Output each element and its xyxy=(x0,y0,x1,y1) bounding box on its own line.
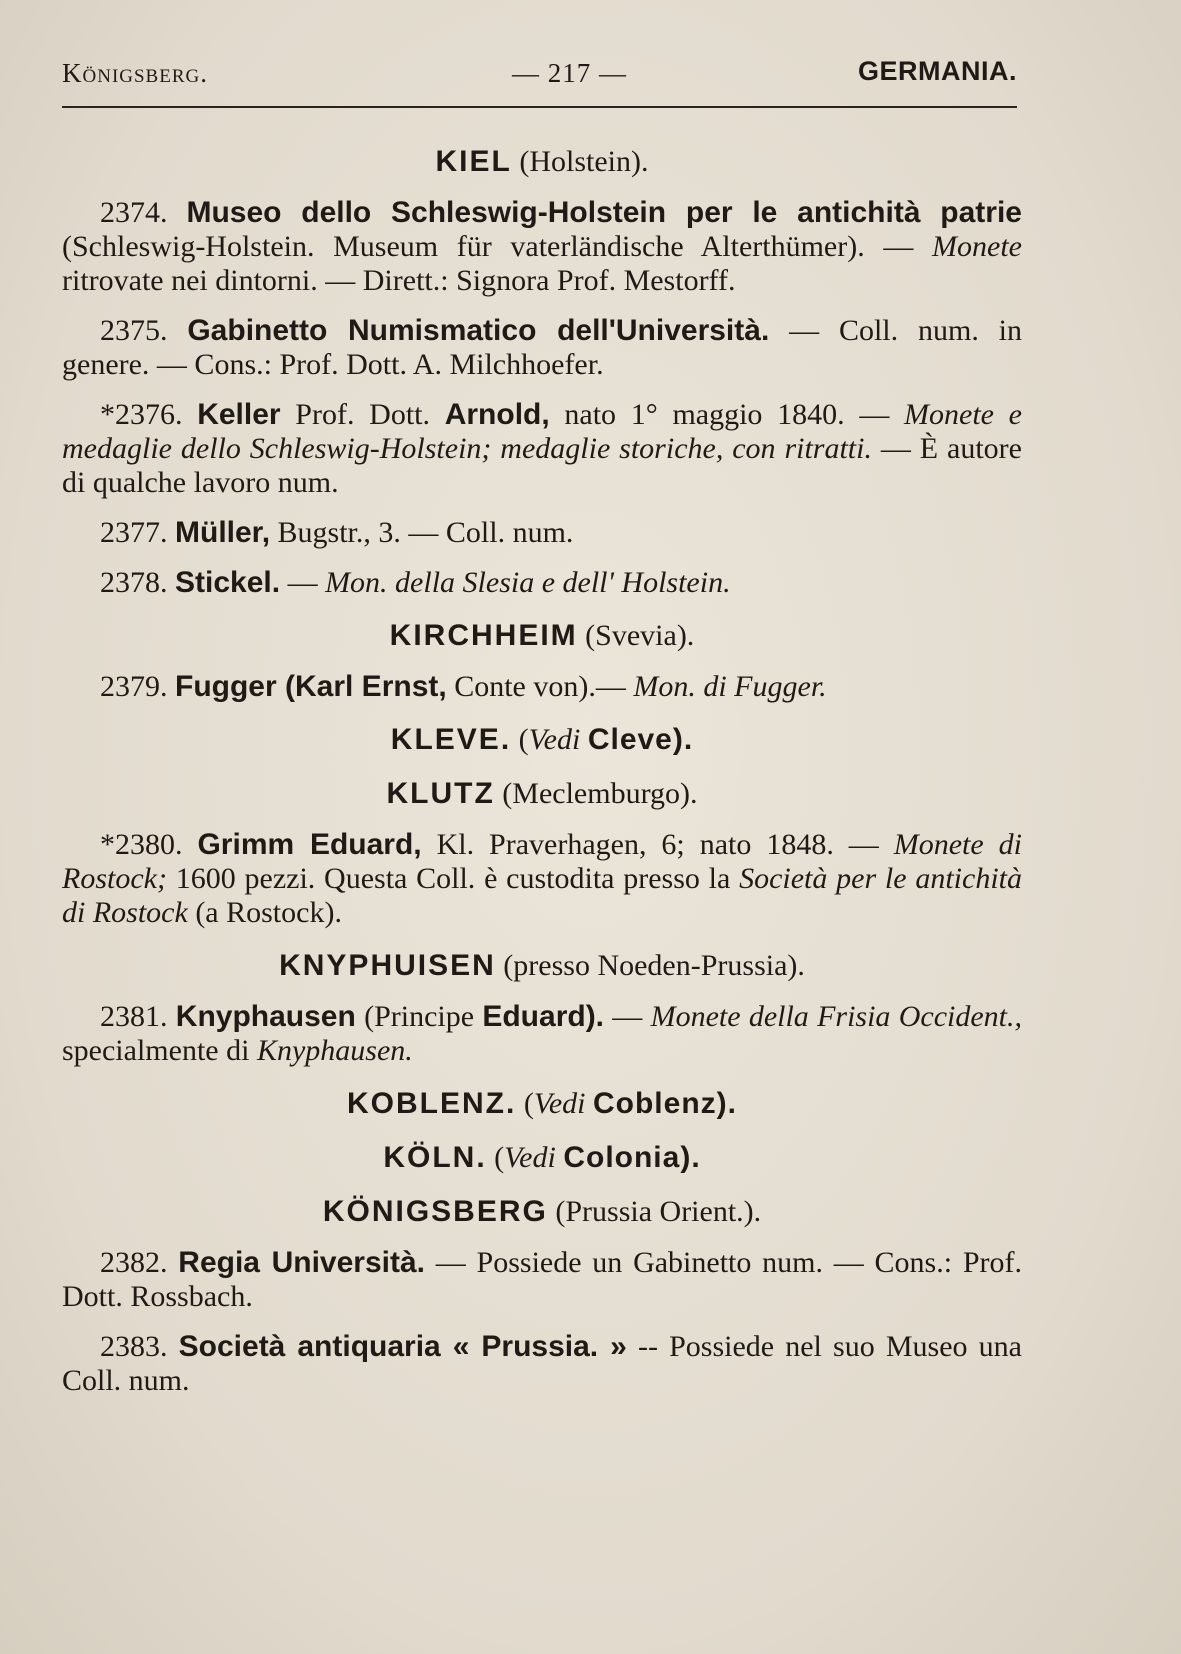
entry-2380 xyxy=(62,828,1022,930)
entry-text: ritrovate nei dintorni. — Dirett.: Signora Prof. Mestorff. xyxy=(62,264,736,297)
entry-text: — xyxy=(280,566,326,599)
entry-2382 xyxy=(62,1246,1022,1314)
entry-number: 2377. xyxy=(100,516,168,549)
place-region: (Holstein). xyxy=(519,145,649,178)
entry-text: 1600 pezzi. Questa Coll. è custodita presso la xyxy=(166,862,740,895)
header-left: Königsberg. xyxy=(62,58,208,88)
entry-number: *2376. xyxy=(100,398,183,431)
entry-name: Keller xyxy=(197,398,281,431)
entry-text: Bugstr., 3. — Coll. num. xyxy=(270,516,574,549)
section-heading-klutz xyxy=(62,774,1022,814)
entry-italic: Knyphausen. xyxy=(256,1034,413,1067)
entry-text: (Principe xyxy=(355,1000,483,1033)
entry-2374 xyxy=(62,196,1022,298)
section-heading-koln: KÖLN. (Vedi Colonia). xyxy=(383,1141,701,1174)
entry-2377 xyxy=(62,516,1022,550)
cross-reference: Coblenz). xyxy=(592,1087,737,1120)
entry-number: 2382. xyxy=(100,1246,168,1279)
entry-name: Fugger (Karl Ernst, xyxy=(175,670,447,703)
entry-2375 xyxy=(62,314,1022,382)
place-name: KNYPHUISEN xyxy=(279,949,496,982)
place-name: KIRCHHEIM xyxy=(389,619,578,652)
header-rule xyxy=(62,106,1017,108)
place-name: KÖNIGSBERG xyxy=(322,1195,548,1228)
entry-text: Kl. Praverhagen, 6; nato 1848. — xyxy=(421,828,894,861)
place-region: (Svevia). xyxy=(585,619,695,652)
cross-reference: Cleve). xyxy=(587,723,694,756)
place-name: KÖLN. xyxy=(383,1141,487,1174)
entry-text: specialmente di xyxy=(62,1034,257,1067)
section-heading-koblenz: KOBLENZ. (Vedi Coblenz). xyxy=(347,1087,737,1120)
entry-text: Prof. Dott. xyxy=(280,398,445,431)
entry-name: Müller, xyxy=(175,516,271,549)
entry-number: 2374. xyxy=(100,196,168,229)
place-name: KLEVE. xyxy=(390,723,512,756)
entry-text: nato 1° maggio 1840. — xyxy=(549,398,905,431)
entry-italic: Società per le antichità di Rostock xyxy=(62,862,1022,929)
section-heading-kiel xyxy=(62,142,1022,182)
entry-italic: Mon. della Slesia e dell' Holstein. xyxy=(325,566,731,599)
entry-italic: Monete della Frisia Occident., xyxy=(650,1000,1022,1033)
entry-name-2: Eduard). xyxy=(482,1000,605,1033)
entry-text: -- Possiede nel suo Museo una Coll. num. xyxy=(62,1330,1022,1397)
entry-name: Società antiquaria « Prussia. » xyxy=(178,1330,627,1363)
entry-2376 xyxy=(62,398,1022,500)
place-region: (Meclemburgo). xyxy=(502,777,698,810)
entry-name-2: Arnold, xyxy=(444,398,550,431)
entry-italic: Monete xyxy=(932,230,1022,263)
entry-number: 2375. xyxy=(100,314,168,347)
entry-number: 2383. xyxy=(100,1330,168,1363)
entry-italic: Mon. di Fugger. xyxy=(633,670,827,703)
cross-reference: Colonia). xyxy=(563,1141,701,1174)
entry-2383 xyxy=(62,1330,1022,1398)
entry-number: 2378. xyxy=(100,566,168,599)
entry-text: (a Rostock). xyxy=(187,896,342,929)
entry-2378 xyxy=(62,566,1022,600)
entry-text: — È autore di qualche lavoro num. xyxy=(62,432,1022,499)
place-name: KOBLENZ. xyxy=(347,1087,517,1120)
page-number: — 217 — xyxy=(512,58,627,88)
entry-italic: Monete di Rostock; xyxy=(62,828,1022,895)
section-heading-konigsberg xyxy=(62,1192,1022,1232)
entry-text: Conte von).— xyxy=(446,670,634,703)
entry-text: — Possiede un Gabinetto num. — Cons.: Prof. Dott. Rossbach. xyxy=(62,1246,1022,1313)
place-region: (presso Noeden-Prussia). xyxy=(503,949,805,982)
entry-italic: Monete e medaglie dello Schleswig-Holstein; medaglie storiche, con ritratti. xyxy=(62,398,1023,465)
section-heading-kleve: KLEVE. (Vedi Cleve). xyxy=(390,723,694,756)
place-name: KIEL xyxy=(435,145,512,178)
entry-name: Museo dello Schleswig-Holstein per le antichità patrie xyxy=(186,196,1022,229)
page-content xyxy=(62,128,1022,1414)
section-heading-knyphuisen xyxy=(62,946,1022,986)
entry-name: Gabinetto Numismatico dell'Università. xyxy=(187,314,770,347)
entry-name: Knyphausen xyxy=(175,1000,356,1033)
entry-name: Grimm Eduard, xyxy=(197,828,422,861)
header-right: GERMANIA. xyxy=(858,56,1017,86)
running-header xyxy=(62,58,1017,98)
entry-name: Stickel. xyxy=(175,566,281,599)
section-heading-kirchheim xyxy=(62,616,1022,656)
entry-2379 xyxy=(62,670,1022,704)
entry-name: Regia Università. xyxy=(178,1246,425,1279)
place-name: KLUTZ xyxy=(386,777,495,810)
entry-number: 2379. xyxy=(100,670,168,703)
entry-number: *2380. xyxy=(100,828,183,861)
entry-text: — Coll. num. in genere. — Cons.: Prof. Dott. A. Milchhoefer. xyxy=(62,314,1022,381)
entry-2381 xyxy=(62,1000,1022,1068)
vedi-label: Vedi xyxy=(528,723,581,756)
entry-text: — xyxy=(604,1000,651,1033)
entry-text: (Schleswig-Holstein. Museum für vaterländische Alterthümer). — xyxy=(62,230,933,263)
vedi-label: Vedi xyxy=(533,1087,586,1120)
place-region: (Prussia Orient.). xyxy=(555,1195,762,1228)
vedi-label: Vedi xyxy=(504,1141,556,1174)
entry-number: 2381. xyxy=(100,1000,168,1033)
